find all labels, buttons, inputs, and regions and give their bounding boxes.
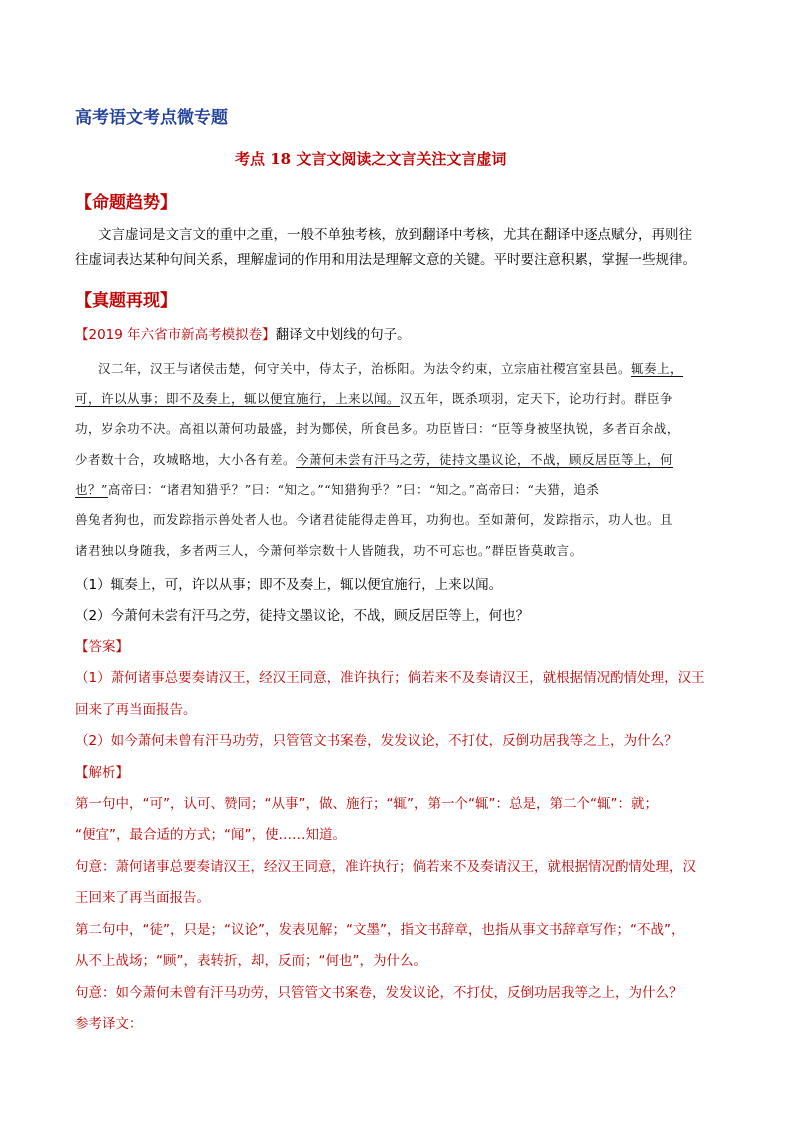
trend-line-2: 往虚词表达某种句间关系，理解虚词的作用和用法是理解文意的关键。平时要注意积累，掌握一些规律。 — [75, 252, 696, 268]
passage-line: 功，岁余功不决。高祖以萧何功最盛，封为酂侯，所食邑多。功臣皆曰：“臣等身被坚执锐，多者百余战， — [75, 421, 680, 436]
analysis-line: “便宜”，最合适的方式；“闻”，使……知道。 — [75, 827, 346, 843]
series-title: 高考语文考点微专题 — [75, 108, 228, 128]
analysis-line: 第一句中，“可”，认可、赞同；“从事”，做、施行；“辄”，第一个“辄”：总是，第二个“辄”：就； — [75, 796, 658, 812]
page-title: 考点 18 文言文阅读之文言关注文言虚词 — [235, 150, 507, 168]
analysis-line: 句意：如今萧何未曾有汗马功劳，只管管文书案卷，发发议论，不打仗，反倒功居我等之上，为什么？ — [75, 985, 683, 1001]
analysis-line: 从不上战场；“顾”，表转折，却，反而；“何也”，为什么。 — [75, 953, 427, 969]
instruction: 翻译文中划线的句子。 — [275, 327, 411, 343]
trend-line-1: 文言虚词是文言文的重中之重，一般不单独考核，放到翻译中考核，尤其在翻译中逐点赋分，再则往 — [98, 227, 692, 243]
answer-1-line-1: （1）萧何诸事总要奏请汉王，经汉王同意，准许执行；倘若来不及奏请汉王，就根据情况酌情处理，汉王 — [75, 670, 705, 686]
underlined-sentence: 也？” — [75, 482, 108, 497]
underlined-sentence: 可，许以从事；即不及奏上，辄以便宜施行，上来以闻。 — [75, 391, 401, 406]
exam-source: 【2019 年六省市新高考模拟卷】 — [75, 327, 276, 343]
answer-2: （2）如今萧何未曾有汗马功劳，只管管文书案卷，发发议论，不打仗，反倒功居我等之上，为什么？ — [75, 733, 678, 749]
passage-line: 诸君独以身随我，多者两三人，今萧何举宗数十人皆随我，功不可忘也。”群臣皆莫敢言。 — [75, 543, 583, 558]
underlined-sentence: 今萧何未尝有汗马之劳，徒持文墨议论，不战，顾反居臣等上，何 — [296, 452, 674, 467]
passage-text: 汉二年，汉王与诸侯击楚，何守关中，侍太子，治栎阳。为法令约束，立宗庙社稷宫室县邑。 — [98, 361, 632, 376]
question-2: （2）今萧何未尝有汗马之劳，徒持文墨议论，不战，顾反居臣等上，何也？ — [75, 608, 530, 624]
real-heading: 【真题再现】 — [75, 291, 177, 311]
analysis-line: 句意：萧何诸事总要奏请汉王，经汉王同意，准许执行；倘若来不及奏请汉王，就根据情况酌情处理，汉 — [75, 859, 696, 875]
passage-line — [98, 359, 683, 377]
trend-heading: 【命题趋势】 — [75, 193, 177, 213]
underlined-sentence: 辄奏上， — [631, 361, 684, 376]
reference-translation-label: 参考译文： — [75, 1016, 143, 1032]
answer-label: 【答案】 — [75, 639, 129, 655]
passage-line — [75, 389, 673, 407]
analysis-label: 【解析】 — [75, 765, 129, 781]
passage-text: 高帝曰：“诸君知猎乎？”曰：“知之。”“知猎狗乎？”曰：“知之。”高帝曰：“夫猎，追杀 — [107, 482, 600, 497]
source-line — [75, 323, 411, 343]
analysis-line: 王回来了再当面报告。 — [75, 890, 210, 906]
passage-line — [75, 450, 673, 468]
question-1: （1）辄奏上，可，许以从事；即不及奏上，辄以便宜施行，上来以闻。 — [75, 577, 503, 593]
passage-line — [75, 480, 599, 498]
answer-1-line-2: 回来了再当面报告。 — [75, 702, 197, 718]
passage-text: 汉五年，既杀项羽，定天下，论功行封。群臣争 — [400, 391, 674, 406]
analysis-line: 第二句中，“徒”，只是；“议论”，发表见解；“文墨”，指文书辞章，也指从事文书辞章写作；“不战”， — [75, 922, 685, 938]
passage-text: 少者数十合，攻城略地，大小各有差。 — [75, 452, 297, 467]
passage-line: 兽兔者狗也，而发踪指示兽处者人也。今诸君徒能得走兽耳，功狗也。至如萧何，发踪指示，功人也。且 — [75, 512, 674, 527]
